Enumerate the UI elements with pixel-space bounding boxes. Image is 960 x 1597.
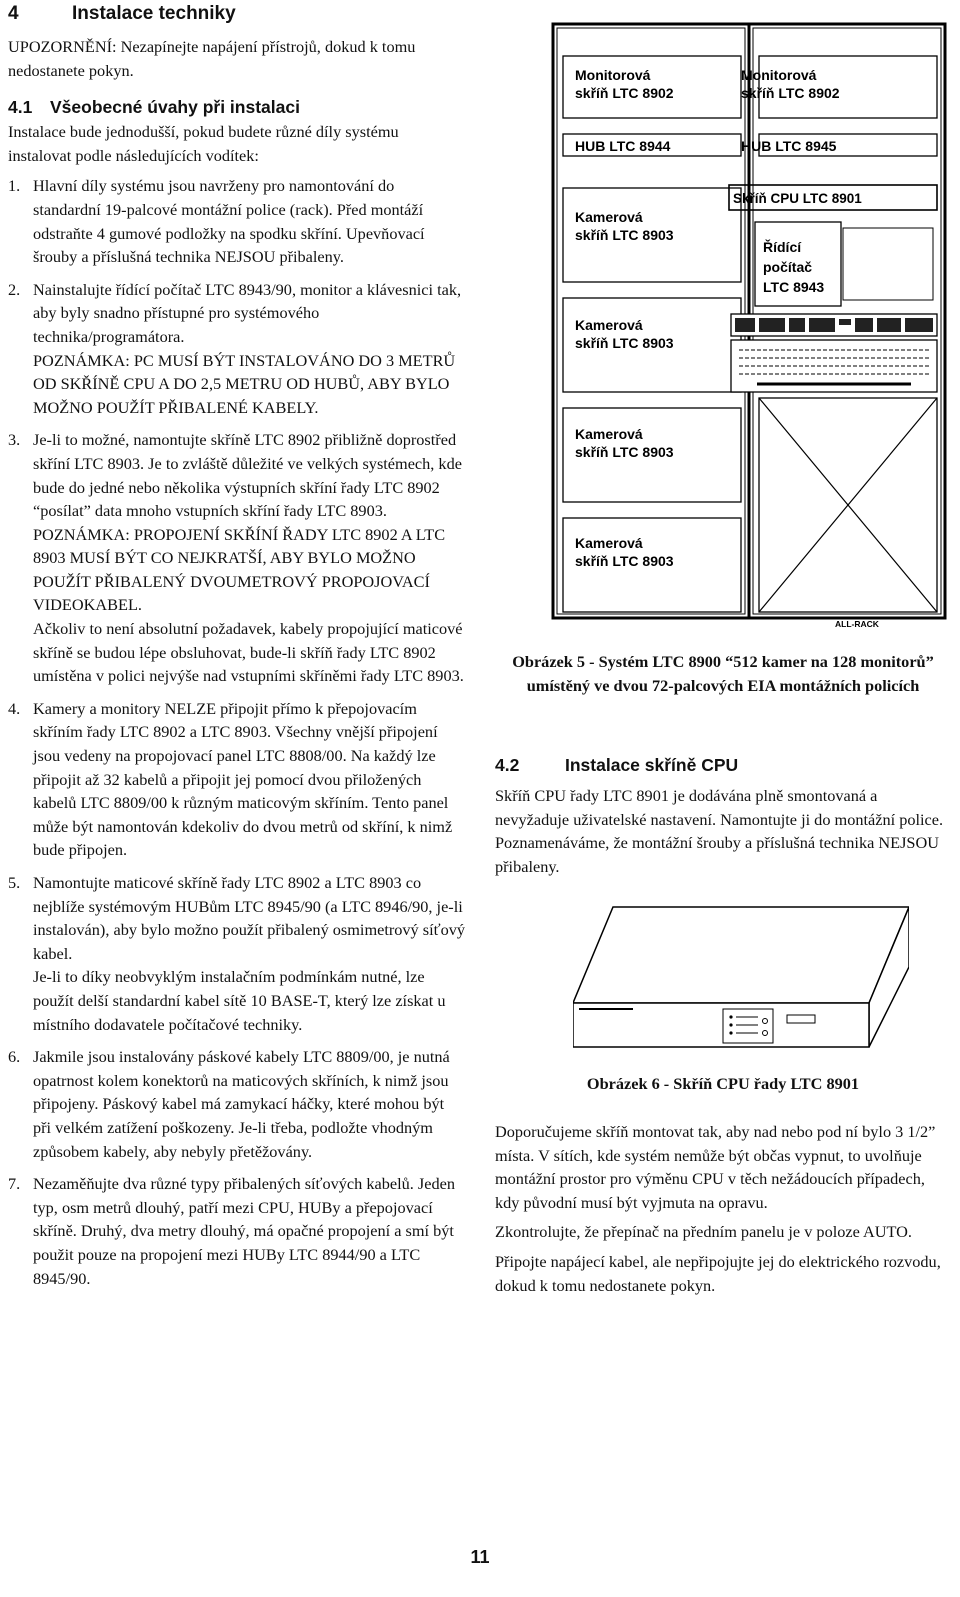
computer-label-3: LTC 8943	[763, 279, 825, 295]
step-text: Hlavní díly systému jsou navrženy pro namontování do standardní 19-palcové montážní police (rack). Před montáží odstraňte 4 gumové podložky na spodku skříní. Upevňovací šrouby a příslušná technika NEJSOU přibaleny.	[33, 176, 425, 267]
installation-step	[8, 697, 466, 862]
step-text: POZNÁMKA: PC MUSÍ BÝT INSTALOVÁNO DO 3 METRŮ OD SKŘÍNĚ CPU A DO 2,5 METRU OD HUBŮ, ABY BYLO MOŽNO POUŽÍT PŘIBALENÉ KABELY.	[33, 350, 456, 417]
installation-step	[8, 278, 466, 420]
cpu-unit-drawing	[573, 905, 909, 1051]
cpu-unit-top	[573, 907, 909, 1003]
subsection-title: Všeobecné úvahy při instalaci	[50, 97, 300, 118]
installation-step	[8, 1045, 466, 1163]
camera-3-label-2: skříň LTC 8903	[575, 444, 674, 460]
camera-2-label-2: skříň LTC 8903	[575, 335, 674, 351]
hub-left-label: HUB LTC 8944	[575, 138, 671, 154]
right-paragraphs	[495, 1120, 950, 1303]
installation-step	[8, 174, 466, 268]
step-number: 7.	[8, 1174, 21, 1194]
installation-step	[8, 871, 466, 1036]
intro-paragraph: Instalace bude jednodušší, pokud budete různé díly systému instalovat podle následujících vodítek:	[8, 122, 399, 165]
cpu-box-label: Skříň CPU LTC 8901	[733, 191, 862, 206]
camera-3-label-1: Kamerová	[575, 426, 643, 442]
subsection-heading-4-2	[495, 752, 950, 778]
step-number: 4.	[8, 698, 21, 718]
step-text: Jakmile jsou instalovány páskové kabely LTC 8809/00, je nutná opatrnost kolem konektorů na maticových skříních, k nimž jsou připojeny. Páskový kabel má zamykací háčky, které mohou být při velkém zatížení poškozeny. Je-li třeba, podložte vhodným způsobem kabely, aby nebyly přetěžovány.	[33, 1047, 450, 1161]
step-number: 2.	[8, 279, 21, 299]
camera-4-label-1: Kamerová	[575, 535, 643, 551]
step-text: Namontujte maticové skříně řady LTC 8902 a LTC 8903 co nejblíže systémovým HUBům LTC 8945/90 (a LTC 8946/90, je-li instalován), aby bylo možno použít přibalený osmimetrový síťový kabel.	[33, 873, 466, 963]
subsection2-title: Instalace skříně CPU	[565, 755, 739, 775]
computer-label-2: počítač	[763, 259, 813, 275]
step-text: Je-li to možné, namontujte skříně LTC 8902 přibližně doprostřed skříní LTC 8903. Je to zvláště důležité ve velkých systémech, kde bude do jedné nebo několika výstupních skříní řady LTC 8902 “posílat” data mnoho vstupních skříní řady LTC 8903.	[33, 430, 462, 521]
computer-label-1: Řídící	[763, 239, 802, 255]
camera-4-label-2: skříň LTC 8903	[575, 553, 674, 569]
camera-1-label-2: skříň LTC 8903	[575, 227, 674, 243]
step-number: 6.	[8, 1047, 21, 1067]
cpu-paragraph: Skříň CPU řady LTC 8901 je dodávána plně smontovaná a nevyžaduje uživatelské nastavení. Namontujte ji do montážní police. Poznamenáváme, že montážní šrouby a příslušná technika NEJSOU přibaleny.	[495, 786, 944, 876]
left-monitor-label-2: skříň LTC 8902	[575, 85, 674, 101]
rack-diagram	[551, 22, 947, 628]
figure5-caption: Obrázek 5 - Systém LTC 8900 “512 kamer na 128 monitorů” umístěný ve dvou 72-palcových EIA montážních policích	[512, 652, 934, 695]
subsection-heading-4-1	[8, 94, 466, 120]
right-monitor-label-1: Monitorová	[741, 67, 817, 83]
camera-1-label-1: Kamerová	[575, 209, 643, 225]
right-paragraph: Zkontrolujte, že přepínač na předním panelu je v poloze AUTO.	[495, 1222, 912, 1242]
subsection-number: 4.1	[8, 97, 33, 118]
warning-text: UPOZORNĚNÍ: Nezapínejte napájení přístrojů, dokud k tomu nedostanete pokyn.	[8, 37, 416, 80]
section-heading	[8, 3, 466, 35]
step-number: 1.	[8, 176, 21, 196]
right-paragraph: Doporučujeme skříň montovat tak, aby nad nebo pod ní bylo 3 1/2” místa. V sítích, kde systém nemůže být občas vypnut, to uvolňuje montážní prostor pro výměnu CPU v těch nežádoucích případech, kdy původní musí být vyjmuta na opravu.	[495, 1122, 936, 1212]
step-text: Je-li to díky neobvyklým instalačním podmínkám nutné, lze použít delší standardní kabel sítě 10 BASE-T, který lze získat u místního dodavatele počítačové techniky.	[33, 967, 446, 1034]
figure6-caption: Obrázek 6 - Skříň CPU řady LTC 8901	[586, 1074, 860, 1093]
section-number: 4	[8, 3, 19, 24]
step-text: Ačkoliv to není absolutní požadavek, kabely propojující maticové skříně se budou lépe obsluhovat, bude-li skříň řady LTC 8902 umístěna v polici nejvýše nad vstupními skříněmi řady LTC 8903.	[33, 619, 464, 686]
step-text: Kamery a monitory NELZE připojit přímo k přepojovacím skříním řady LTC 8902 a LTC 8903. Všechny vnější připojení jsou vedeny na propojovací panel LTC 8808/00. Na každý lze připojit až 32 kabelů a připojit jej pomocí dvou přiložených kabelů LTC 8809/00 k různým maticovým skříním. Tento panel může být namontován kdekoliv do dvou metrů od skříní, k nimž bude připojen.	[33, 698, 453, 860]
keyboard-icon	[731, 314, 937, 392]
left-column	[8, 0, 466, 1299]
rack-brand-label: ALL-RACK	[835, 619, 879, 628]
section-title: Instalace techniky	[72, 3, 236, 24]
step-text: Nainstalujte řídící počítač LTC 8943/90, monitor a klávesnici tak, aby byly snadno přístupné pro systémového technika/programátora.	[33, 279, 462, 346]
hub-right-label: HUB LTC 8945	[741, 138, 837, 154]
page-number: 11	[470, 1547, 490, 1567]
installation-step	[8, 428, 466, 688]
step-number: 3.	[8, 430, 21, 450]
right-monitor-label-2: skříň LTC 8902	[741, 85, 840, 101]
subsection2-number: 4.2	[495, 755, 520, 775]
left-monitor-label-1: Monitorová	[575, 67, 651, 83]
camera-2-label-1: Kamerová	[575, 317, 643, 333]
right-paragraph: Připojte napájecí kabel, ale nepřipojujte jej do elektrického rozvodu, dokud k tomu nedostanete pokyn.	[495, 1251, 941, 1295]
step-number: 5.	[8, 873, 21, 892]
step-text: Nezaměňujte dva různé typy přibalených síťových kabelů. Jeden typ, osm metrů dlouhý, patří mezi CPU, HUBy a přepojovací skříně. Druhý, dva metry dlouhý, má opačné propojení a smí být použit pouze na propojení mezi HUBy LTC 8944/90 a LTC 8945/90.	[33, 1174, 455, 1288]
installation-steps	[8, 174, 466, 1290]
installation-step	[8, 1172, 466, 1290]
step-text: POZNÁMKA: PROPOJENÍ SKŘÍNÍ ŘADY LTC 8902 A LTC 8903 MUSÍ BÝT CO NEJKRATŠÍ, ABY BYLO MOŽNO POUŽÍT PŘIBALENÝ DVOUMETROVÝ PROPOJOVACÍ VIDEOKABEL.	[33, 524, 446, 615]
